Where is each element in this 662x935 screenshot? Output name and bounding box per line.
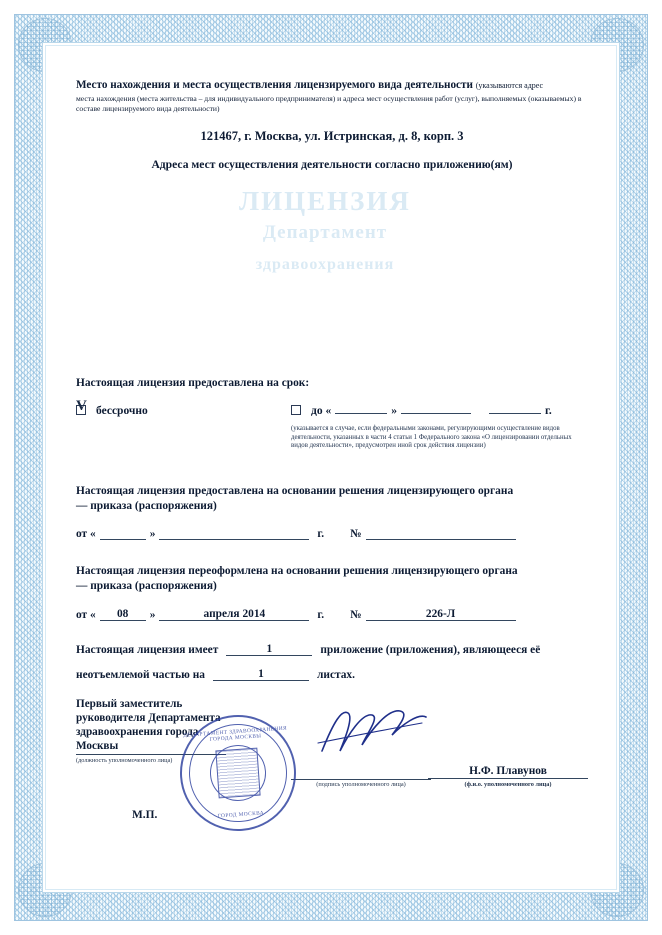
watermark-line-1: ЛИЦЕНЗИЯ bbox=[239, 186, 411, 216]
position-line-1: Первый заместитель bbox=[76, 698, 183, 711]
check-mark-icon: V bbox=[76, 398, 87, 415]
reissue-year-label: г. bbox=[317, 609, 325, 622]
reissue-month-field[interactable]: апреля 2014 bbox=[159, 608, 309, 621]
reissue-section bbox=[76, 564, 588, 621]
basis-year-label: г. bbox=[317, 528, 325, 541]
reissue-label-line2: — приказа (распоряжения) bbox=[76, 580, 217, 593]
reissue-date-row bbox=[76, 608, 588, 621]
term-until-prefix: до « bbox=[311, 405, 332, 418]
pages-suffix: листах. bbox=[316, 669, 355, 682]
reissue-label-line1: Настоящая лицензия переоформлена на основании решения лицензирующего органа bbox=[76, 565, 518, 578]
basis-month-field[interactable] bbox=[159, 539, 309, 540]
term-until-month-field[interactable] bbox=[401, 413, 471, 414]
attachment-pages-row bbox=[76, 668, 588, 681]
position-line-2: руководителя Департамента bbox=[76, 712, 221, 725]
official-name: Н.Ф. Плавунов bbox=[469, 765, 547, 778]
basis-number-field[interactable] bbox=[366, 539, 516, 540]
organization-address: 121467, г. Москва, ул. Истринская, д. 8, корп. 3 bbox=[200, 129, 464, 144]
document-content bbox=[76, 78, 588, 822]
reissue-day-field[interactable]: 08 bbox=[100, 608, 146, 621]
checkbox-indefinite[interactable] bbox=[76, 398, 87, 415]
basis-label-line2: — приказа (распоряжения) bbox=[76, 500, 217, 513]
official-name-block bbox=[428, 765, 588, 788]
attachment-count-row bbox=[76, 643, 588, 656]
seal-emblem-icon bbox=[215, 748, 260, 799]
signature-area bbox=[76, 697, 588, 822]
term-until-year-field[interactable] bbox=[489, 413, 541, 414]
seal-label: М.П. bbox=[132, 809, 158, 822]
basis-label-line1: Настоящая лицензия предоставлена на основании решения лицензирующего органа bbox=[76, 485, 514, 498]
attachment-count-field[interactable]: 1 bbox=[226, 643, 312, 656]
term-until-day-field[interactable] bbox=[335, 413, 387, 414]
location-section bbox=[76, 78, 588, 171]
term-option-indefinite-label: бессрочно bbox=[96, 405, 148, 418]
location-title-text: Место нахождения и места осуществления лицензируемого вида деятельности bbox=[76, 79, 473, 91]
term-section bbox=[76, 376, 588, 450]
signature-caption: (подпись уполномоченного лица) bbox=[316, 781, 406, 789]
term-option-indefinite[interactable] bbox=[76, 398, 291, 450]
term-option-until[interactable] bbox=[291, 401, 588, 450]
location-section-title bbox=[76, 78, 588, 93]
position-line-3: здравоохранения города bbox=[76, 726, 199, 739]
basis-number-label: № bbox=[350, 528, 362, 541]
term-options-row bbox=[76, 398, 588, 450]
position-caption: (должность уполномоченного лица) bbox=[76, 757, 173, 765]
location-title-note: (указываются адрес bbox=[475, 81, 544, 90]
basis-date-row bbox=[76, 528, 588, 540]
basis-from-prefix: от « bbox=[76, 528, 96, 541]
address-appendix-note: Адреса мест осуществления деятельности согласно приложению(ям) bbox=[151, 158, 513, 172]
attachment-suffix: приложение (приложения), являющееся её bbox=[320, 644, 541, 657]
handwritten-signature-icon bbox=[314, 701, 434, 759]
reissue-from-close: » bbox=[149, 609, 156, 622]
term-label: Настоящая лицензия предоставлена на срок: bbox=[76, 377, 310, 390]
name-rule bbox=[428, 778, 588, 779]
reissue-number-label: № bbox=[350, 609, 362, 622]
watermark-line-3: здравоохранения bbox=[255, 256, 395, 273]
attachment-prefix: Настоящая лицензия имеет bbox=[76, 644, 219, 657]
term-footnote: (указывается в случае, если федеральными законами, регулирующими осуществление видов деятельности, указанных в части 4 статьи 1 Федерального закона «О лицензировании отдельных видов деятельности», предусмотрен иной срок действия лицензии) bbox=[291, 425, 572, 449]
basis-from-close: » bbox=[149, 528, 156, 541]
term-until-suffix: г. bbox=[544, 405, 552, 418]
signature-rule bbox=[291, 779, 431, 780]
term-until-mid: » bbox=[391, 405, 397, 418]
reissue-number-field[interactable]: 226-Л bbox=[366, 608, 516, 621]
basis-section bbox=[76, 484, 588, 540]
pages-prefix: неотъемлемой частью на bbox=[76, 669, 205, 682]
reissue-from-prefix: от « bbox=[76, 609, 96, 622]
blank-spacer bbox=[76, 171, 588, 376]
seal-top-text: ДЕПАРТАМЕНТ ЗДРАВООХРАНЕНИЯ ГОРОДА МОСКВЫ bbox=[183, 725, 288, 744]
location-fineprint: места нахождения (места жительства – для индивидуального предпринимателя) и адреса мест осуществления работ (услуг), выполняемых (оказываемых) в составе лицензируемого вида деятельности) bbox=[76, 94, 582, 113]
pages-count-field[interactable]: 1 bbox=[213, 668, 309, 681]
seal-bottom-text: ГОРОД МОСКВА bbox=[217, 810, 265, 820]
name-caption: (ф.и.о. уполномоченного лица) bbox=[464, 781, 552, 789]
basis-day-field[interactable] bbox=[100, 539, 146, 540]
checkbox-until[interactable] bbox=[291, 405, 301, 415]
watermark-line-2: Департамент bbox=[262, 222, 388, 243]
position-line-4: Москвы bbox=[76, 740, 119, 753]
